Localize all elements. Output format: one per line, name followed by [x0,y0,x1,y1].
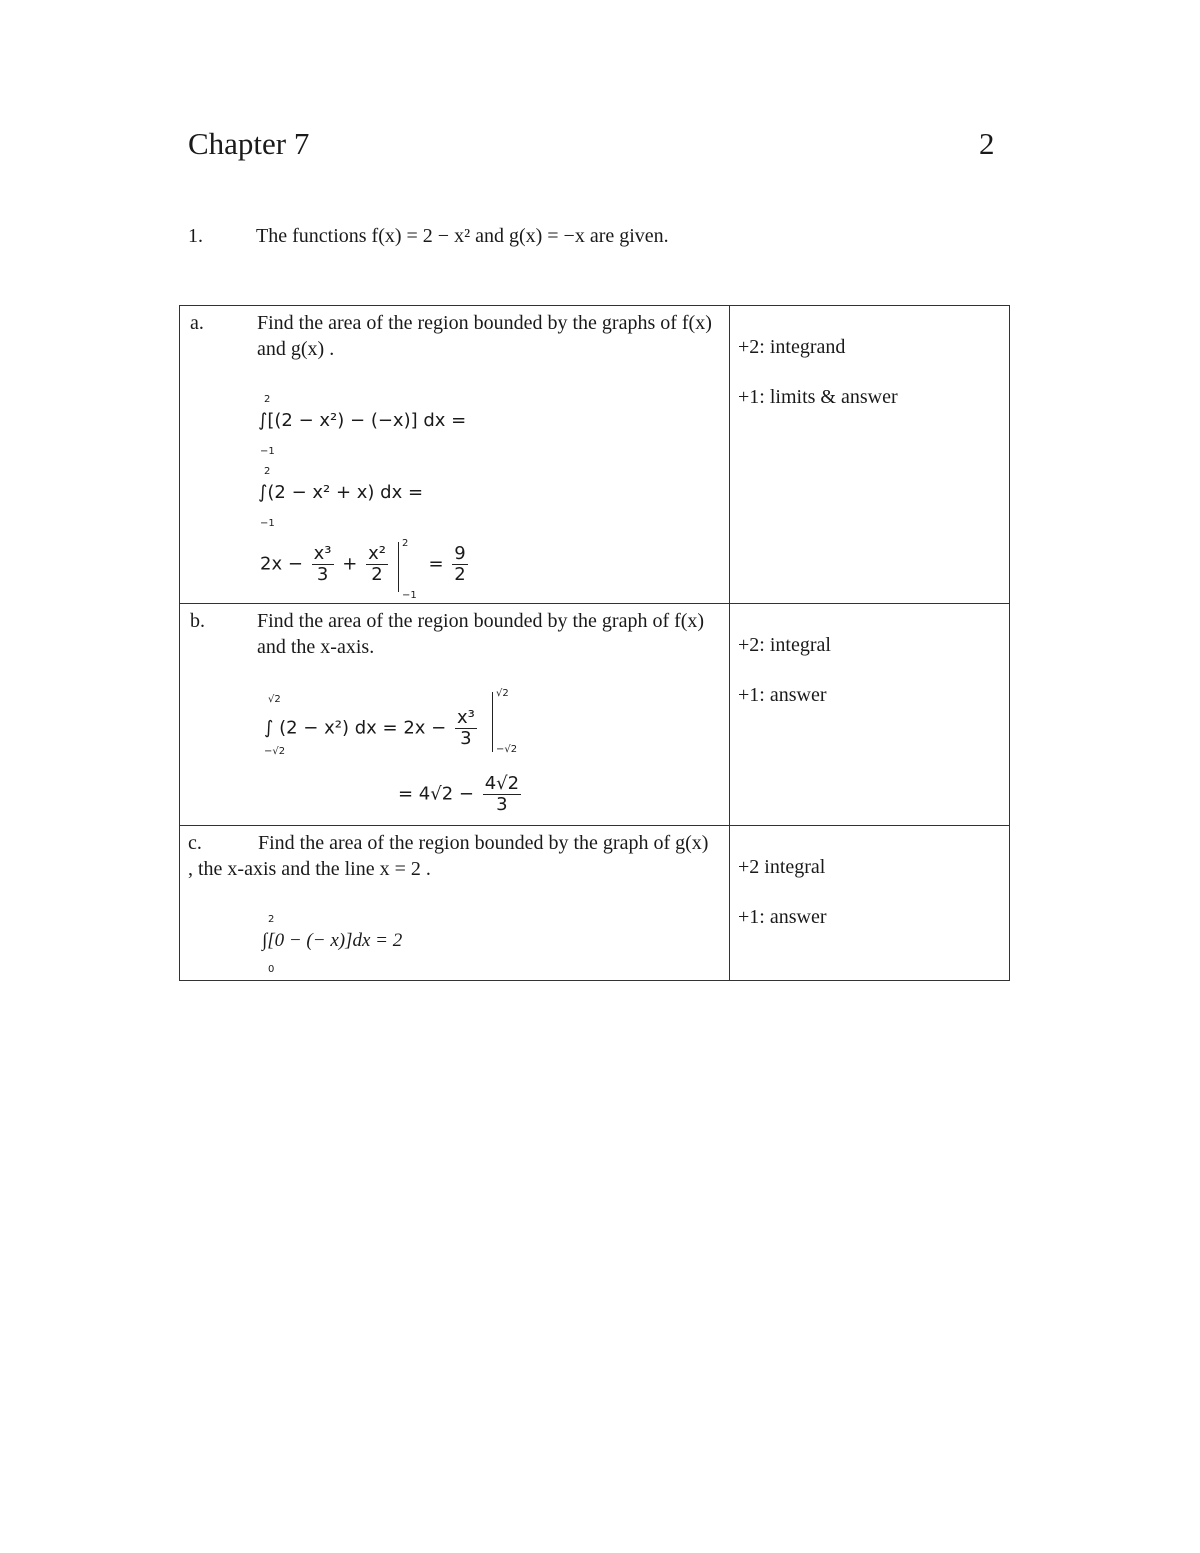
integral-upper-limit: √2 [268,694,281,705]
evaluation-upper-limit: √2 [496,688,509,699]
scoring-item: +2: integral [738,634,831,656]
part-label: b. [190,610,205,632]
evaluation-bar [398,542,399,592]
equals-sign: = [428,553,444,575]
evaluation-lower-limit: −√2 [496,744,518,755]
integral-expression: ∫[0 − (− x)]dx = 2 [262,930,403,951]
integral-lower-limit: −1 [260,446,275,457]
result-fraction [452,544,467,585]
plus-sign: + [342,553,358,575]
result-expression [398,774,524,815]
fraction [312,544,334,585]
fraction-denominator: 3 [460,728,472,749]
fraction-denominator: 3 [496,794,508,815]
part-b-scoring-cell [730,604,1010,826]
page-number: 2 [979,126,995,161]
part-label: a. [190,312,204,334]
solution-table [179,305,1010,981]
part-c-work-cell [180,826,730,981]
integral-upper-limit: 2 [264,466,271,477]
fraction-numerator: x³ [456,707,475,728]
integral-lower-limit: 0 [268,964,275,975]
part-c-scoring-cell [730,826,1010,981]
fraction-denominator: 3 [316,564,329,585]
part-b-work-cell [180,604,730,826]
integral-upper-limit: 2 [264,394,271,405]
fraction-numerator: x² [368,543,386,564]
part-a-scoring-cell [730,306,1010,604]
scoring-item: +1: answer [738,906,827,928]
evaluation-bar [492,692,493,752]
part-question: Find the area of the region bounded by the graphs of f(x) and g(x) . [257,312,712,360]
fraction [366,544,388,585]
fraction-denominator: 2 [454,564,466,585]
table-row [180,604,1010,826]
problem-statement: The functions f(x) = 2 − x² and g(x) = −x are given. [256,225,669,247]
fraction-numerator: 9 [454,543,466,564]
scoring-item: +2 integral [738,856,826,878]
integral-lower-limit: −√2 [264,746,286,757]
integral-expression: ∫[(2 − x²) − (−x)] dx = [258,410,467,431]
part-question: Find the area of the region bounded by the graph of g(x) , the x-axis and the line x = 2 . [188,832,709,880]
table-row [180,306,1010,604]
chapter-title: Chapter 7 [188,126,310,161]
integral-expression [264,708,480,749]
part-a-work-cell [180,306,730,604]
fraction-denominator: 2 [371,564,383,585]
part-question: Find the area of the region bounded by the graph of f(x) and the x-axis. [257,610,705,658]
scoring-item: +1: answer [738,684,827,706]
integral-upper-limit: 2 [268,914,275,925]
fraction-numerator: 4√2 [484,773,520,794]
fraction [455,708,477,749]
part-label: c. [188,832,202,854]
evaluation-upper-limit: 2 [402,538,409,549]
table-row [180,826,1010,981]
scoring-item: +2: integrand [738,336,846,358]
antiderivative-term: 2x − [260,553,303,575]
fraction [483,774,521,815]
result-term: = 4√2 − [398,783,474,805]
evaluation-lower-limit: −1 [402,590,417,601]
integral-text: ∫ (2 − x²) dx = 2x − [264,717,447,739]
problem-number: 1. [188,225,203,247]
fraction-numerator: x³ [313,543,332,564]
integral-expression: ∫(2 − x² + x) dx = [258,482,424,503]
integral-lower-limit: −1 [260,518,275,529]
scoring-item: +1: limits & answer [738,386,898,408]
antiderivative-expression [260,544,471,585]
